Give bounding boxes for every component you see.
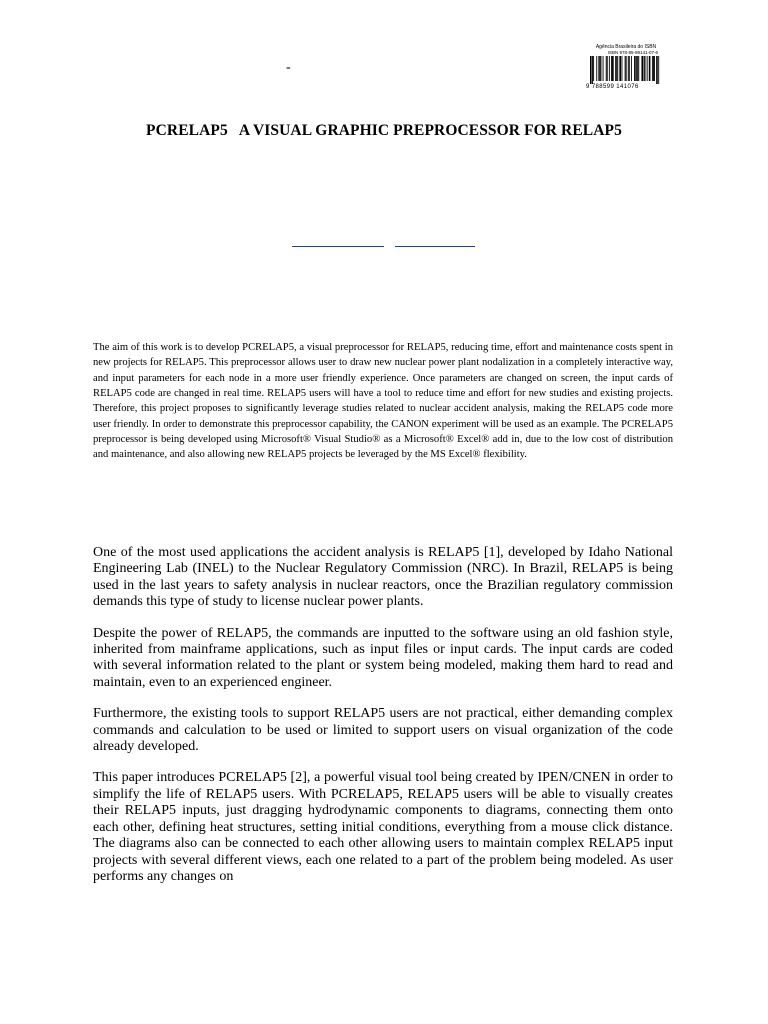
- body-paragraph-3: Furthermore, the existing tools to support RELAP5 users are not practical, either demanding complex commands and calculation to be used or limited to support users on visual organization of the code already developed.: [93, 706, 673, 755]
- header-dash: -: [286, 60, 291, 75]
- isbn-digits: 9 788599 141076: [586, 84, 639, 90]
- author-link-2[interactable]: [395, 246, 475, 247]
- isbn-number-label: ISBN 978-85-99141-07-6: [607, 50, 658, 55]
- introduction-body: [93, 545, 673, 900]
- body-paragraph-4: This paper introduces PCRELAP5 [2], a powerful visual tool being created by IPEN/CNEN in order to simplify the life of RELAP5 users. With PCRELAP5, RELAP5 users will be able to visually creates their RELAP5 inputs, just dragging hydrodynamic components to diagrams, connecting them onto each other, defining heat structures, setting initial conditions, everything from a mouse click distance. The diagrams also can be connected to each other allowing users to maintain complex RELAP5 input projects with several different views, each one related to a part of the problem being modeled. As user performs any changes on: [93, 770, 673, 884]
- isbn-agency-label: Agência Brasileira do ISBN: [595, 44, 657, 50]
- isbn-barcode-block: [586, 44, 666, 91]
- body-paragraph-1: One of the most used applications the accident analysis is RELAP5 [1], developed by Idaho National Engineering Lab (INEL) to the Nuclear Regulatory Commission (NRC). In Brazil, RELAP5 is being used in the last years to safety analysis in nuclear reactors, once the Brazilian regulatory commission demands this type of study to license nuclear power plants.: [93, 545, 673, 610]
- body-paragraph-2: Despite the power of RELAP5, the commands are inputted to the software using an old fashion style, inherited from mainframe applications, such as input files or input cards. The input cards are coded with several information related to the plant or system being modeled, making them hard to read and maintain, even to an experienced engineer.: [93, 625, 673, 690]
- paper-title: PCRELAP5 A VISUAL GRAPHIC PREPROCESSOR FOR RELAP5: [146, 122, 622, 139]
- barcode-image: [590, 56, 660, 84]
- abstract-text: The aim of this work is to develop PCRELAP5, a visual preprocessor for RELAP5, reducing time, effort and maintenance costs spent in new projects for RELAP5. This preprocessor allows user to draw new nuclear power plant nodalization in a completely interactive way, and input parameters for each node in a more user friendly experience. Once parameters are changed on screen, the input cards of RELAP5 code are changed in real time. RELAP5 users will have a tool to reduce time and effort for new studies and existing projects. Therefore, this project proposes to significantly leverage studies related to nuclear accident analysis, making the RELAP5 code more user friendly. In order to demonstrate this preprocessor capability, the CANON experiment will be used as an example. The PCRELAP5 preprocessor is being developed using Microsoft® Visual Studio® as a Microsoft® Excel® add in, due to the low cost of distribution and maintenance, and also allowing new RELAP5 projects be leveraged by the MS Excel® flexibility.: [93, 342, 673, 461]
- author-link-1[interactable]: [292, 246, 384, 247]
